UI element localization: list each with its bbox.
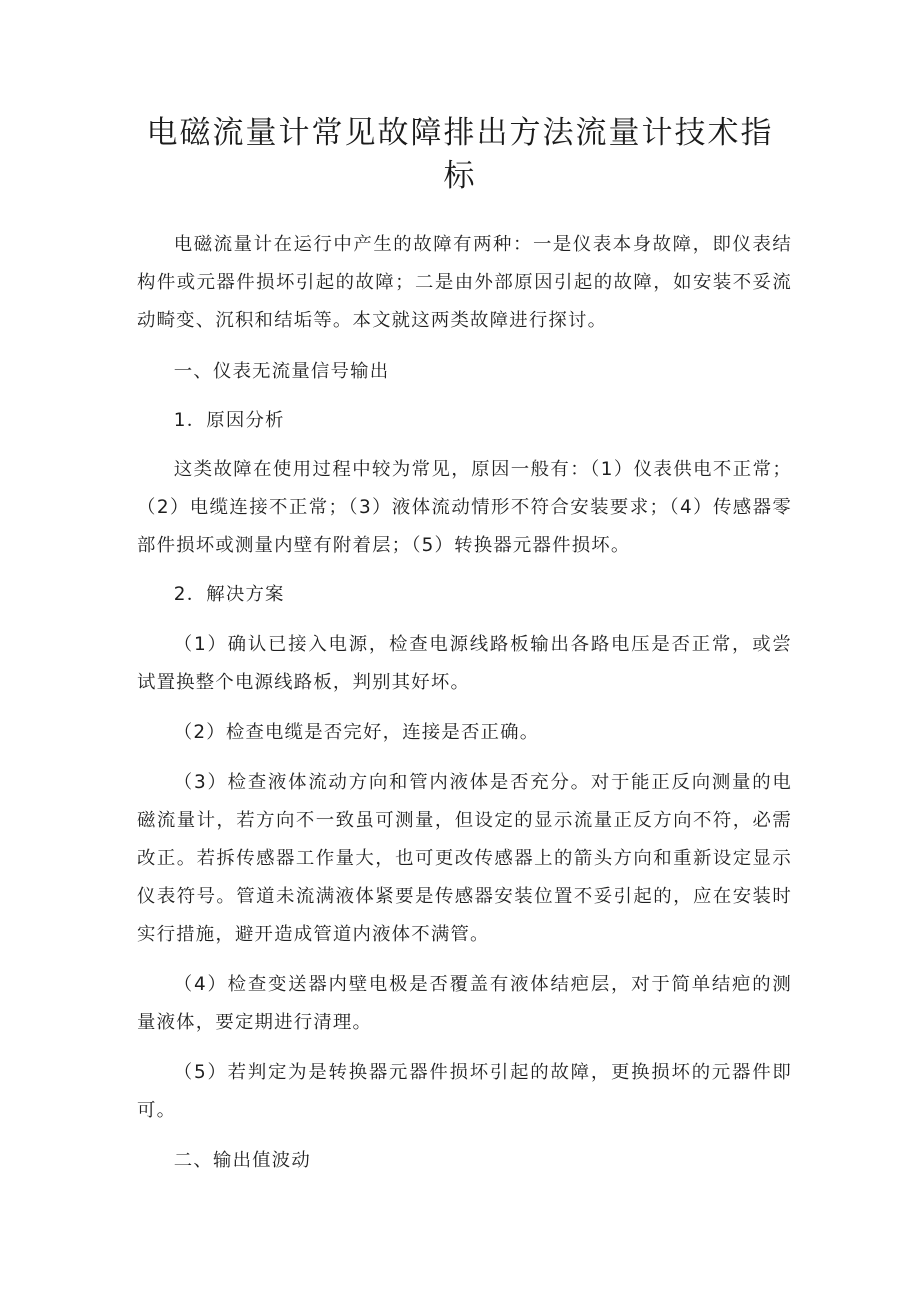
section-1-sub-1-heading: 1．原因分析 [173, 410, 285, 431]
cause-analysis-paragraph: 这类故障在使用过程中较为常见，原因一般有：（1）仪表供电不正常；（2）电缆连接不正常；（3）液体流动情形不符合安装要求；（4）传感器零部件损坏或测量内壁有附着层；（5）转换器元器件损坏。 [137, 459, 792, 556]
section-1-sub-2-heading: 2．解决方案 [173, 584, 285, 605]
solution-item-1: （1）确认已接入电源，检查电源线路板输出各路电压是否正常，或尝试置换整个电源线路板，判别其好坏。 [137, 634, 792, 693]
intro-paragraph: 电磁流量计在运行中产生的故障有两种：一是仪表本身故障，即仪表结构件或元器件损坏引起的故障；二是由外部原因引起的故障，如安装不妥流动畸变、沉积和结垢等。本文就这两类故障进行探讨。 [137, 234, 792, 331]
document-title: 电磁流量计常见故障排出方法流量计技术指标 [146, 115, 774, 194]
document-body [137, 226, 792, 1180]
section-1-heading: 一、仪表无流量信号输出 [173, 361, 390, 382]
solution-item-3: （3）检查液体流动方向和管内液体是否充分。对于能正反向测量的电磁流量计，若方向不一致虽可测量，但设定的显示流量正反方向不符，必需改正。若拆传感器工作量大，也可更改传感器上的箭头方向和重新设定显示仪表符号。管道未流满液体紧要是传感器安装位置不妥引起的，应在安装时实行措施，避开造成管道内液体不满管。 [137, 772, 792, 945]
solution-item-4: （4）检查变送器内壁电极是否覆盖有液体结疤层，对于简单结疤的测量液体，要定期进行清理。 [137, 974, 792, 1033]
solution-item-5: （5）若判定为是转换器元器件损坏引起的故障，更换损坏的元器件即可。 [137, 1062, 792, 1121]
solution-item-2: （2）检查电缆是否完好，连接是否正确。 [173, 722, 540, 743]
section-2-heading: 二、输出值波动 [173, 1150, 311, 1171]
